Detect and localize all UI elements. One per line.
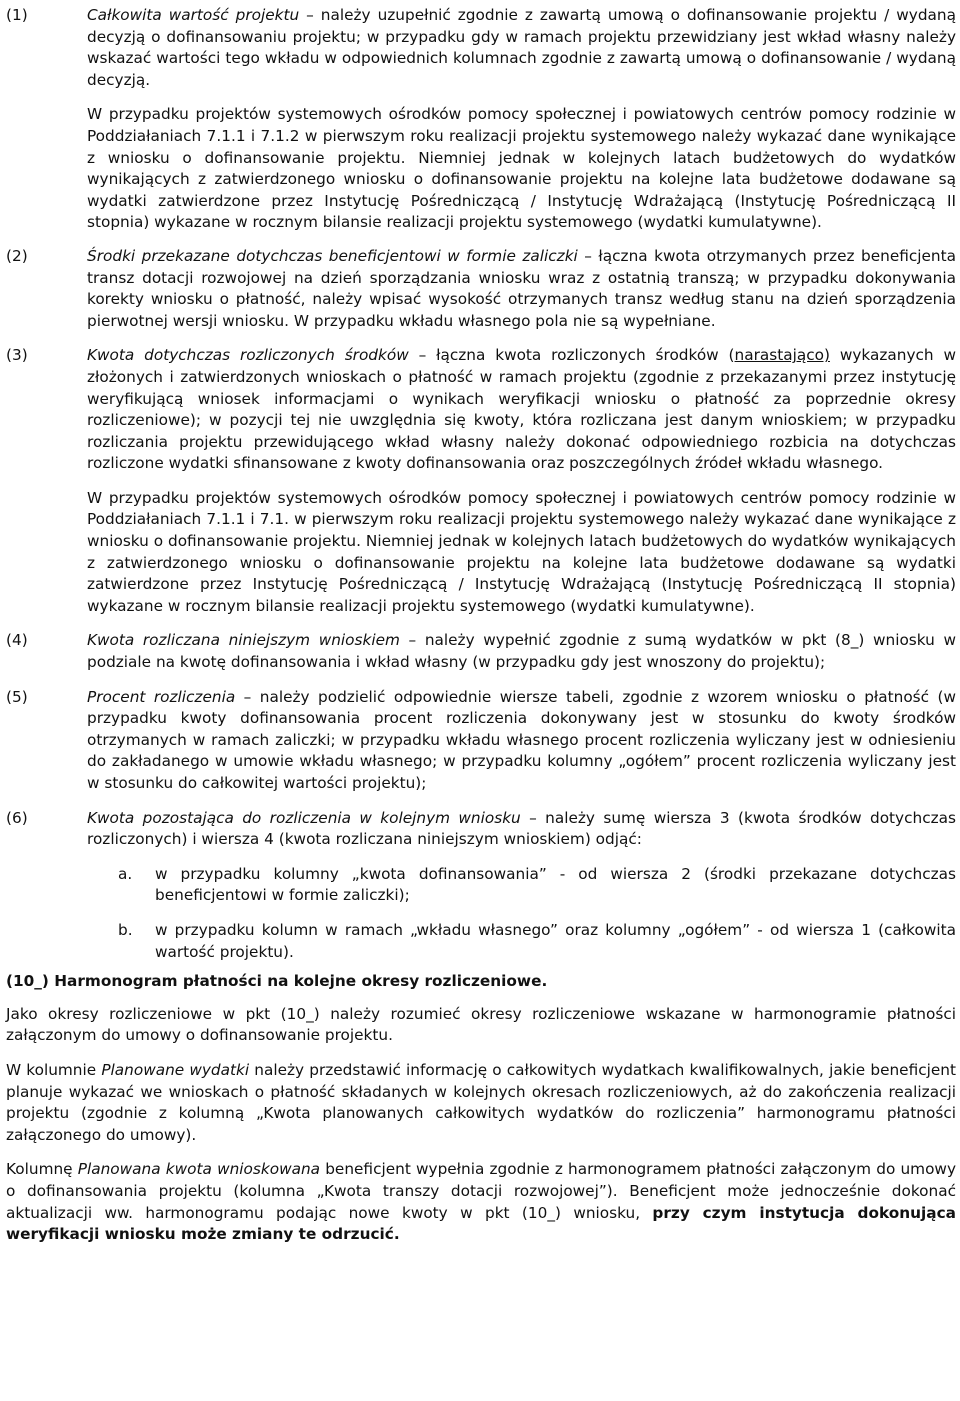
item-paragraph bbox=[87, 104, 956, 234]
item-number: (1) bbox=[6, 6, 28, 24]
item-number: (5) bbox=[6, 687, 28, 706]
item-text bbox=[87, 246, 956, 332]
list-item-1 bbox=[6, 5, 956, 234]
list-item-3 bbox=[6, 345, 956, 617]
item-paragraph: W przypadku projektów systemowych ośrodków pomocy społecznej i powiatowych centrów pomocy rodzinie w Poddziałaniach 7.1.1 i 7.1. w pierwszym roku realizacji projektu systemowego należy wykazać dane wynikające z wniosku o dofinansowanie projektu. Niemniej jednak w kolejnych latach budżetowych do wydatków wynikających z zatwierdzonego wniosku o dofinansowanie projektu na kolejne lata budżetowe dodawane są wydatki zatwierdzone przez Instytucję Pośredniczącą / Instytucję Wdrażającą (Instytucję Pośredniczącą II stopnia) wykazane w rocznym bilansie realizacji projektu systemowego (wydatki kumulatywne). bbox=[87, 488, 956, 615]
item-body: wykazanych w złożonych i zatwierdzonych wnioskach o płatność w ramach projektu (zgodnie z przekazanymi przez instytucję weryfikującą wniosek informacjami o wynikach weryfikacji wniosku o płatność za poprzednie okresy rozliczeniowe); w pozycji tej nie uwzględnia się kwoty, która rozliczana jest danym wnioskiem; w przypadku rozliczania projektu przewidującego wkład własny należy dokonać odpowiedniego rozbicia na dotychczas rozliczone wydatki sfinansowane z kwoty dofinansowania oraz poszczególnych źródeł wkładu własnego. bbox=[87, 346, 956, 473]
paragraph-requested-amount bbox=[6, 1159, 956, 1245]
paragraph-periods: Jako okresy rozliczeniowe w pkt (10_) należy rozumieć okresy rozliczeniowe wskazane w harmonogramie płatności załączonym do umowy o dofinansowanie projektu. bbox=[6, 1004, 956, 1045]
item-paragraph-part: W przypadku projektów systemowych ośrodków pomocy społecznej i powiatowych centrów pomocy rodzinie w Poddziałaniach 7.1.1 i 7.1.2 w pierwszym roku realizacji projektu systemowego należy wykazać dane wynikające z wniosku o dofinansowanie projektu. bbox=[87, 105, 956, 167]
item-body: – łączna kwota rozliczonych środków ( bbox=[408, 346, 735, 365]
list-item-6 bbox=[6, 808, 956, 851]
item-number: (3) bbox=[6, 346, 28, 365]
list-item-5 bbox=[6, 687, 956, 795]
paragraph-part: beneficjent wypełnia zgodnie z harmonogramem płatności załączonym do umowy o dofinansowania projektu (kolumna „Kwota transzy dotacji rozwojowej”). Beneficjent może jednocześnie dokonać aktualizacji ww. harmonogramu podając nowe kwoty w pkt (10_) wniosku, bbox=[6, 1160, 957, 1222]
paragraph-part: Kolumnę bbox=[6, 1160, 78, 1179]
sub-item-letter: b. bbox=[118, 920, 133, 939]
sub-item-text: w przypadku kolumny „kwota dofinansowania” - od wiersza 2 (środki przekazane dotychczas beneficjentowi w formie zaliczki); bbox=[155, 864, 956, 905]
section-heading-text: (10_) Harmonogram płatności na kolejne okresy rozliczeniowe. bbox=[6, 972, 548, 991]
sub-item-b bbox=[6, 920, 956, 963]
item-number: (4) bbox=[6, 631, 28, 650]
item-paragraph-part: Niemniej jednak w kolejnych latach budżetowych do wydatków wynikających z zatwierdzonego wniosku o dofinansowanie projektu na kolejne lata budżetowe dodawane są wydatki zatwierdzone przez Instytucję Pośredniczącą / Instytucję Wdrażającą (Instytucję Pośredniczącą II stopnia) wykazane w rocznym bilansie realizacji projektu systemowego (wydatki kumulatywne). bbox=[87, 148, 956, 232]
item-text bbox=[87, 687, 956, 795]
item-lead: Całkowita wartość projektu bbox=[87, 6, 300, 24]
column-name: Planowane wydatki bbox=[101, 1060, 250, 1079]
underlined-text: narastająco) bbox=[734, 346, 830, 365]
paragraph-part: W kolumnie bbox=[6, 1060, 102, 1079]
item-body: – należy wypełnić zgodnie z sumą wydatków w pkt (8_) wniosku w podziale na kwotę dofinansowania i wkład własny (w przypadku gdy jest wnoszony do projektu); bbox=[87, 631, 956, 672]
bold-emphasis: przy czym instytucja dokonująca weryfikacji wniosku może zmiany te odrzucić. bbox=[6, 1203, 956, 1244]
item-body: – należy podzielić odpowiednie wiersze tabeli, zgodnie z wzorem wniosku o płatność (w przypadku kwoty dofinansowania procent rozliczenia dokonywany jest w stosunku do kwoty środków otrzymanych w ramach zaliczki; w przypadku wkładu własnego procent rozliczenia wyliczany jest w odniesieniu do zakładanego w umowie wkładu własnego; w przypadku kolumny „ogółem” procent rozliczenia wyliczany jest w stosunku do całkowitej wartości projektu); bbox=[87, 687, 956, 792]
item-body: – należy uzupełnić zgodnie z zawartą umową o dofinansowanie projektu / wydaną decyzją o dofinansowaniu projektu; w przypadku gdy w ramach projektu przewidziany jest wkład własny należy wskazać wartości tego wkładu w odpowiednich kolumnach zgodnie z zawartą umową o dofinansowanie / wydaną decyzją. bbox=[87, 6, 956, 89]
sub-item-a bbox=[6, 864, 956, 907]
paragraph-planned-expenses bbox=[6, 1060, 956, 1146]
list-item-4 bbox=[6, 630, 956, 673]
item-lead: Procent rozliczenia bbox=[87, 687, 236, 706]
item-text bbox=[87, 630, 956, 673]
section-heading bbox=[6, 971, 956, 993]
item-text bbox=[87, 5, 956, 91]
list-item-2 bbox=[6, 246, 956, 332]
item-body: – należy sumę wiersza 3 (kwota środków dotychczas rozliczonych) i wiersza 4 (kwota rozliczana niniejszym wnioskiem) odjąć: bbox=[87, 808, 956, 849]
column-name: Planowana kwota wnioskowana bbox=[77, 1160, 321, 1179]
sub-item-letter: a. bbox=[118, 864, 133, 883]
item-lead: Środki przekazane dotychczas beneficjentowi w formie zaliczki bbox=[87, 246, 578, 265]
sub-item-text: w przypadku kolumn w ramach „wkładu własnego” oraz kolumny „ogółem” - od wiersza 1 (całkowita wartość projektu). bbox=[155, 920, 956, 961]
item-lead: Kwota pozostająca do rozliczenia w kolejnym wniosku bbox=[87, 808, 521, 827]
item-number: (2) bbox=[6, 246, 28, 265]
item-lead: Kwota dotychczas rozliczonych środków bbox=[87, 346, 409, 365]
item-text bbox=[87, 808, 956, 851]
item-lead: Kwota rozliczana niniejszym wnioskiem bbox=[87, 631, 400, 650]
item-text bbox=[87, 345, 956, 475]
document-page bbox=[0, 5, 960, 1401]
item-body: – łączna kwota otrzymanych przez beneficjenta transz dotacji rozwojowej na dzień sporządzania wniosku wraz z ostatnią transzą; w przypadku dokonywania korekty wniosku o płatność, należy wpisać wysokość otrzymanych transz według stanu na dzień sporządzenia pierwotnej wersji wniosku. W przypadku wkładu własnego pola nie są wypełniane. bbox=[87, 246, 957, 330]
item-number: (6) bbox=[6, 808, 28, 827]
paragraph-part: należy przedstawić informację o całkowitych wydatkach kwalifikowalnych, jakie beneficjent planuje wykazać we wnioskach o płatność składanych w kolejnych okresach rozliczeniowych, aż do zakończenia realizacji projektu (zgodnie z kolumną „Kwota planowanych całkowitych wydatków do rozliczenia” harmonogramu płatności załączonego do umowy). bbox=[6, 1060, 956, 1144]
